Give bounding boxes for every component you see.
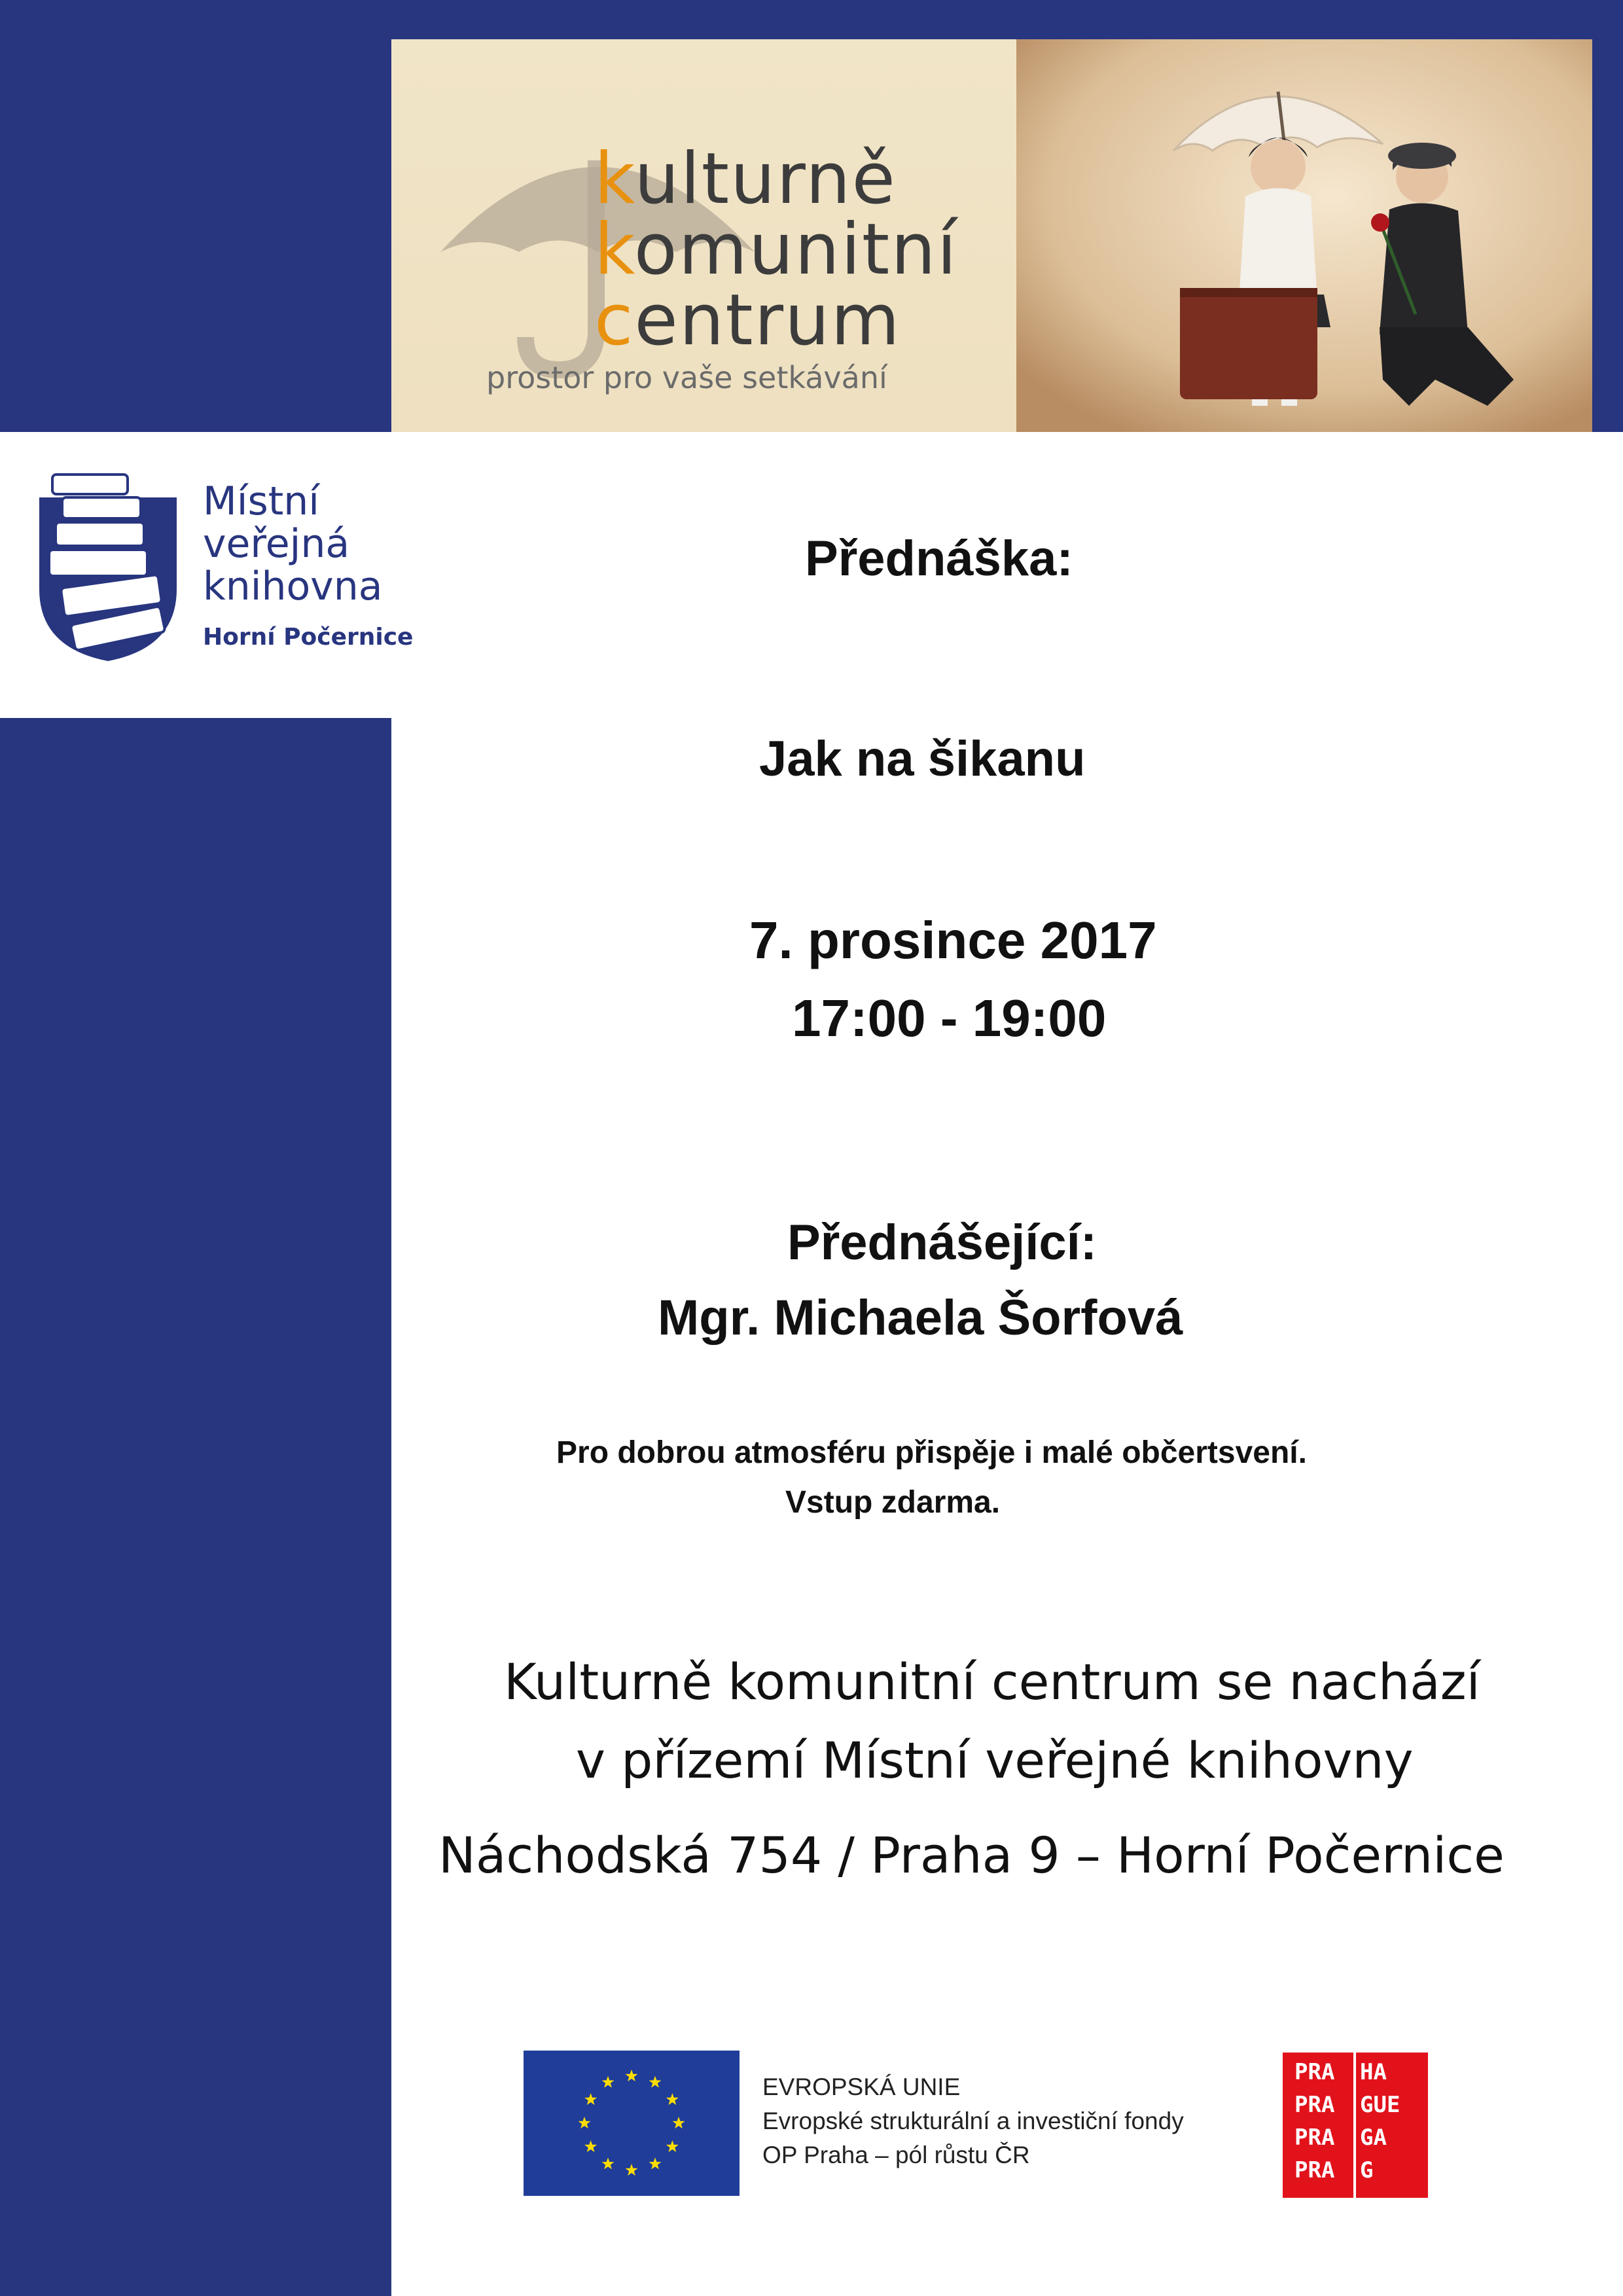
eu-programme: OP Praha – pól růstu ČR [762,2142,1030,2168]
speaker-label: Přednášející: [787,1215,1097,1270]
event-type: Přednáška: [805,531,1073,586]
library-name-line-3: knihovna [203,564,383,609]
eu-flag-icon [524,2051,740,2196]
location-line-2: v přízemí Místní veřejné knihovny [576,1731,1414,1789]
refreshment-note: Pro dobrou atmosféru přispěje i malé občertsvení. [556,1435,1307,1470]
left-navy-band [0,718,391,2296]
library-name-line-2: veřejná [203,521,350,567]
library-books-logo [26,458,183,668]
library-location: Horní Počernice [203,624,414,651]
eu-title: EVROPSKÁ UNIE [762,2073,961,2100]
event-time: 17:00 - 19:00 [792,989,1107,1047]
banner-logo-area [391,39,1016,432]
kkc-line-3: centrum [594,279,901,361]
eu-funds: Evropské strukturální a investiční fondy [762,2108,1184,2134]
praha-logo: PRA HA PRA GUE PRA GA PRA G [1283,2053,1428,2198]
location-address: Náchodská 754 / Praha 9 – Horní Počernice [438,1826,1505,1884]
speaker-name: Mgr. Michaela Šorfová [658,1290,1183,1346]
event-title: Jak na šikanu [759,731,1086,787]
praha-logo-divider [1353,2053,1356,2198]
banner-tagline: prostor pro vaše setkávání [486,360,887,395]
event-date: 7. prosince 2017 [749,911,1157,969]
location-line-1: Kulturně komunitní centrum se nachází [504,1653,1480,1711]
kkc-line-2: komunitní [594,209,958,291]
banner-photo [1016,39,1592,432]
library-name-line-1: Místní [203,478,319,524]
entry-note: Vstup zdarma. [785,1485,1001,1520]
header-banner [391,39,1592,432]
kkc-line-1: kulturně [594,138,897,220]
